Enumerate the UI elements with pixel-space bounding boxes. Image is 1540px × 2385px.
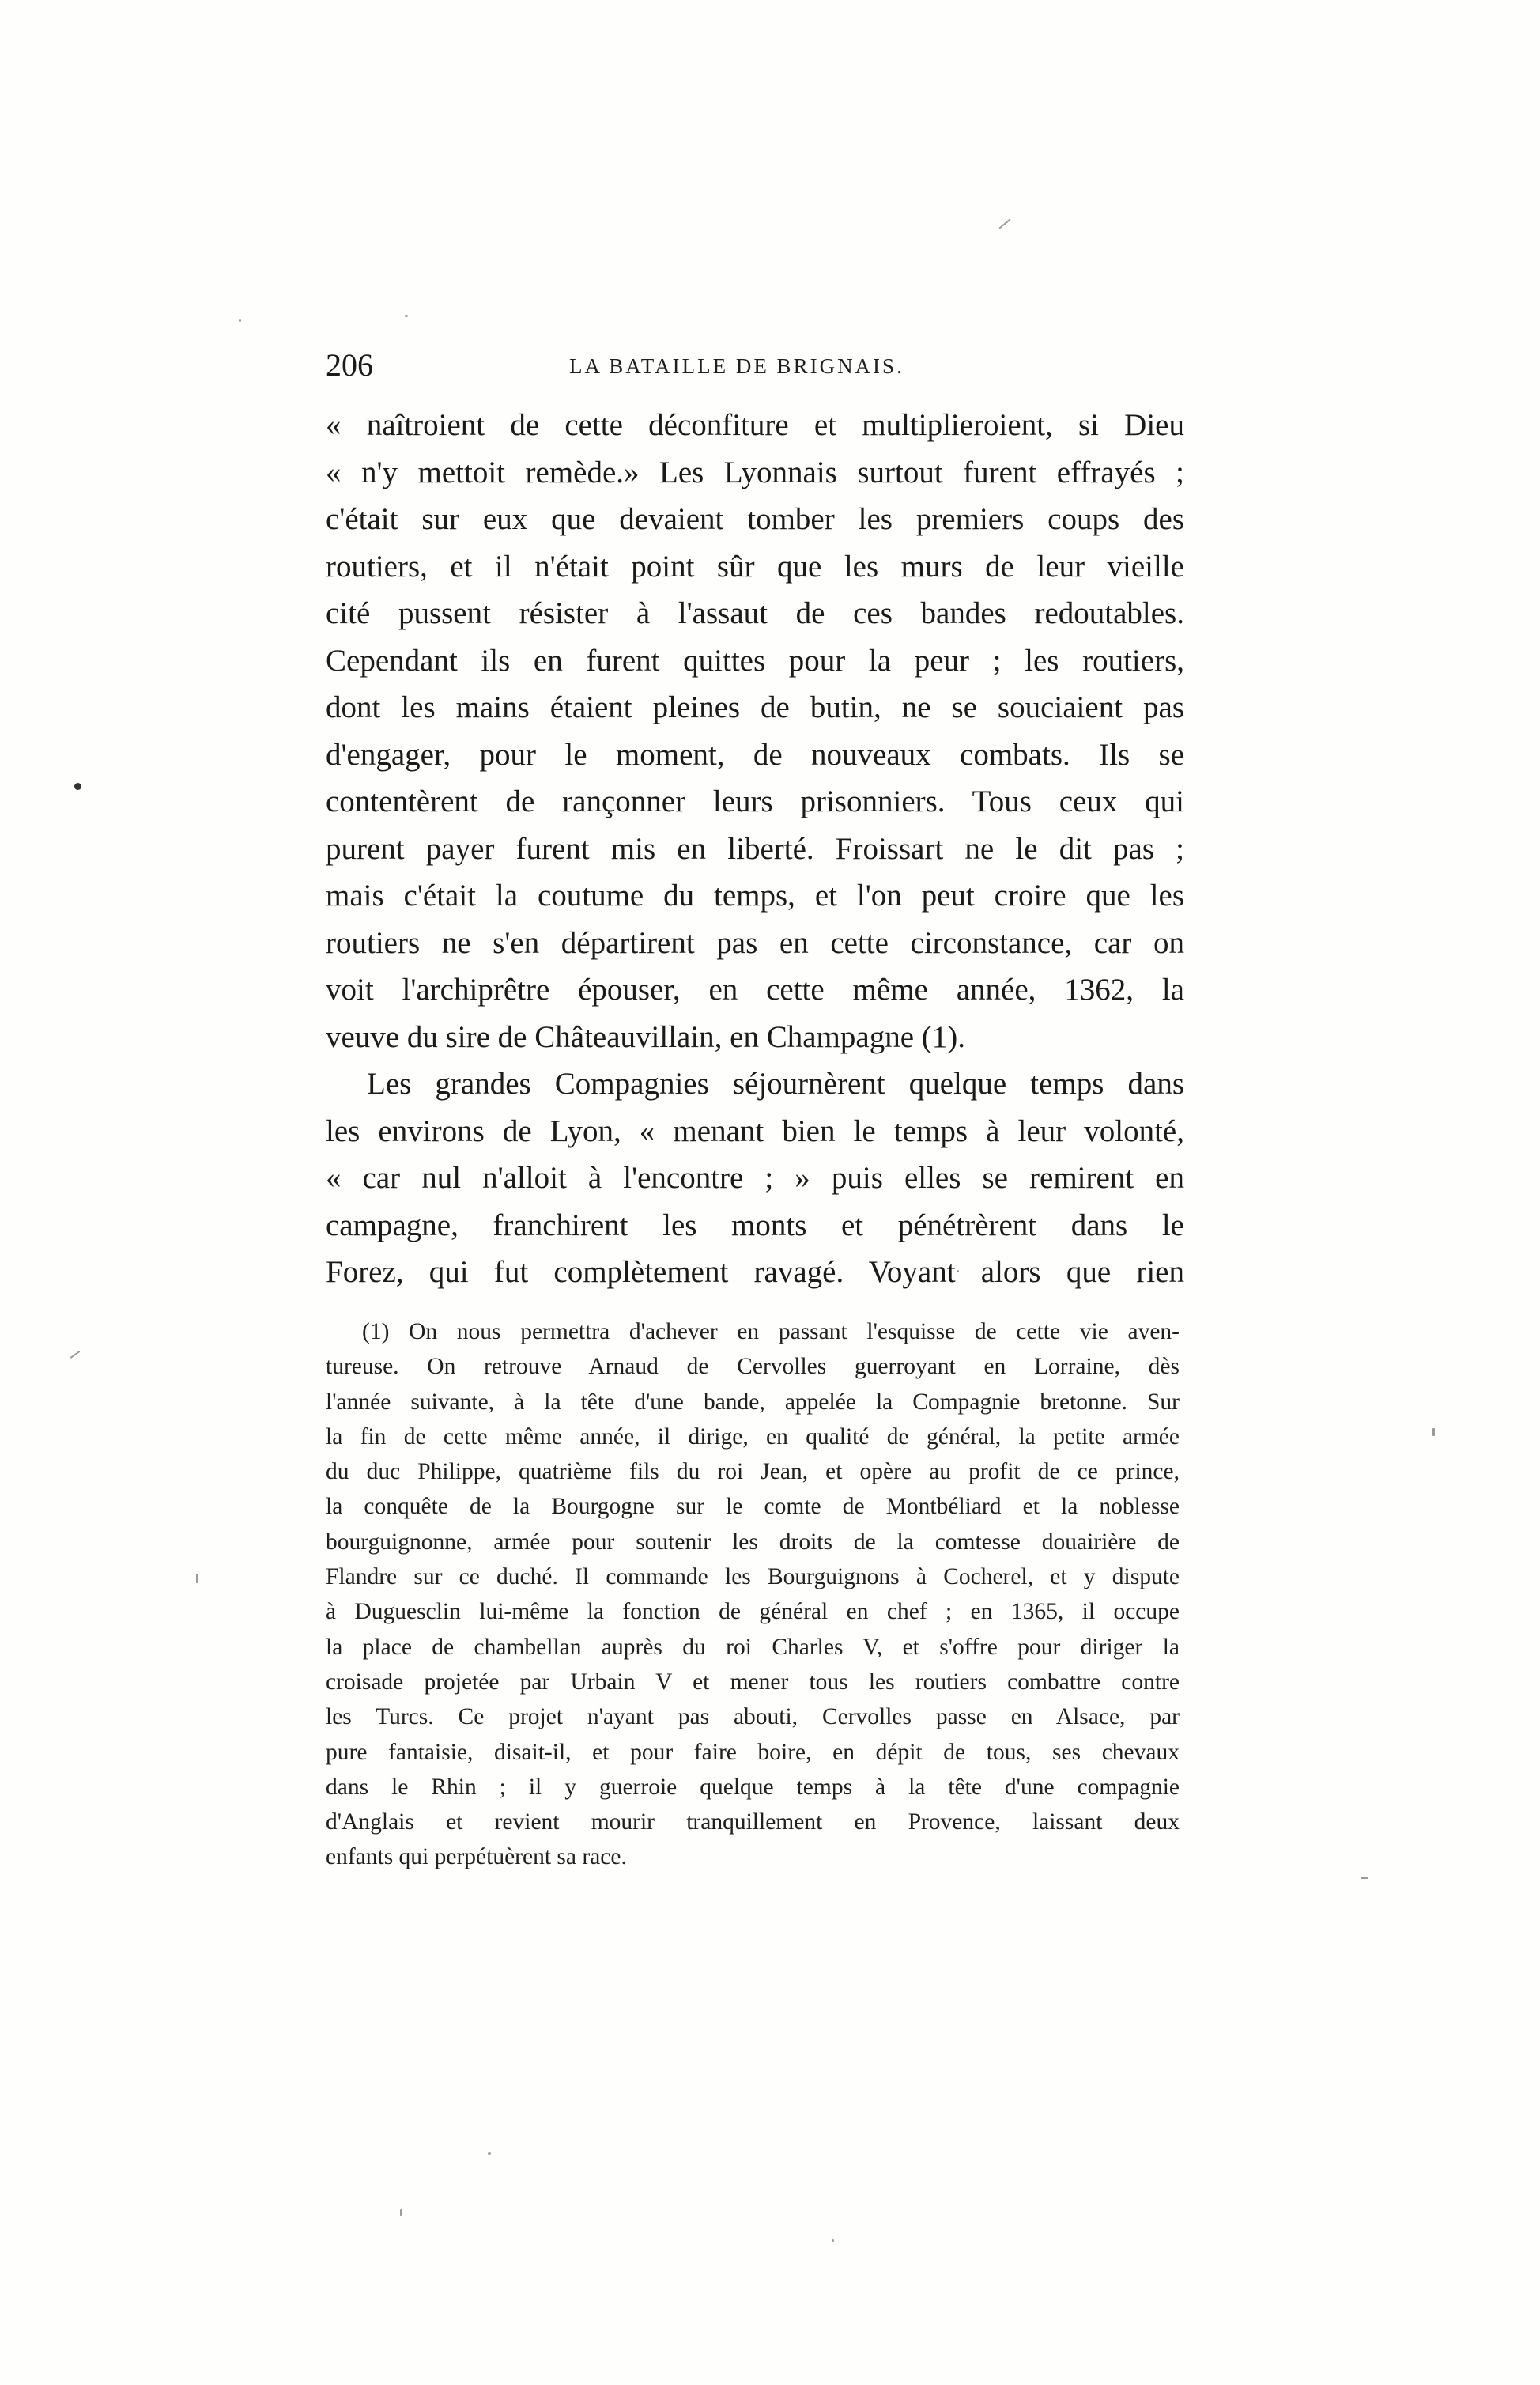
footnote-line: pure fantaisie, disait-il, et pour faire boire, en dépit de tous, ses chevaux (326, 1739, 1180, 1765)
body-line: « naîtroient de cette déconfiture et multiplieroient, si Dieu (326, 408, 1184, 442)
page-header (326, 346, 1180, 391)
footnote-line: tureuse. On retrouve Arnaud de Cervolles guerroyant en Lorraine, dès (326, 1354, 1180, 1380)
body-line: Forez, qui fut complètement ravagé. Voyant alors que rien (326, 1255, 1184, 1289)
footnote-line: la place de chambellan auprès du roi Charles V, et s'offre pour diriger la (326, 1634, 1180, 1660)
footnote-line: dans le Rhin ; il y guerroie quelque temps à la tête d'une compagnie (326, 1774, 1180, 1800)
body-line: veuve du sire de Châteauvillain, en Champagne (1). (326, 1019, 965, 1054)
body-line: Cependant ils en furent quittes pour la peur ; les routiers, (326, 643, 1184, 678)
body-line: routiers, et il n'était point sûr que les murs de leur vieille (326, 549, 1184, 584)
body-line: c'était sur eux que devaient tomber les premiers coups des (326, 502, 1184, 536)
footnote-line: à Duguesclin lui-même la fonction de général en chef ; en 1365, il occupe (326, 1599, 1180, 1625)
body-line: purent payer furent mis en liberté. Froissart ne le dit pas ; (326, 831, 1184, 866)
body-line: routiers ne s'en départirent pas en cette circonstance, car on (326, 925, 1184, 960)
footnote-line: du duc Philippe, quatrième fils du roi Jean, et opère au profit de ce prince, (326, 1459, 1180, 1485)
body-line: « n'y mettoit remède.» Les Lyonnais surtout furent effrayés ; (326, 455, 1184, 489)
body-line: les environs de Lyon, « menant bien le temps à leur volonté, (326, 1113, 1184, 1148)
page-number: 206 (326, 347, 373, 383)
body-line: voit l'archiprêtre épouser, en cette même année, 1362, la (326, 973, 1184, 1007)
footnote-line: (1) On nous permettra d'achever en passant l'esquisse de cette vie aven- (362, 1319, 1180, 1344)
footnote-line: d'Anglais et revient mourir tranquillement en Provence, laissant deux (326, 1809, 1180, 1835)
body-line: campagne, franchirent les monts et pénétrèrent dans le (326, 1208, 1184, 1242)
footnote-line: bourguignonne, armée pour soutenir les droits de la comtesse douairière de (326, 1529, 1180, 1555)
body-line: cité pussent résister à l'assaut de ces bandes redoutables. (326, 596, 1184, 630)
footnote (326, 1314, 1180, 1875)
footnote-line: les Turcs. Ce projet n'ayant pas abouti, Cervolles passe en Alsace, par (326, 1704, 1180, 1730)
body-line: mais c'était la coutume du temps, et l'on peut croire que les (326, 879, 1184, 913)
body-line: d'engager, pour le moment, de nouveaux combats. Ils se (326, 737, 1184, 772)
body-line: dont les mains étaient pleines de butin, ne se souciaient pas (326, 690, 1184, 724)
running-title: LA BATAILLE DE BRIGNAIS. (569, 354, 904, 378)
body-line: Les grandes Compagnies séjournèrent quelque temps dans (367, 1067, 1184, 1101)
footnote-line: croisade projetée par Urbain V et mener tous les routiers combattre contre (326, 1669, 1180, 1695)
footnote-line: Flandre sur ce duché. Il commande les Bourguignons à Cocherel, et y dispute (326, 1564, 1180, 1590)
body-text (326, 402, 1184, 1296)
footnote-line: l'année suivante, à la tête d'une bande, appelée la Compagnie bretonne. Sur (326, 1389, 1180, 1415)
footnote-line: la conquête de la Bourgogne sur le comte de Montbéliard et la noblesse (326, 1494, 1180, 1520)
footnote-line: la fin de cette même année, il dirige, en qualité de général, la petite armée (326, 1423, 1180, 1450)
body-line: « car nul n'alloit à l'encontre ; » puis elles se remirent en (326, 1161, 1184, 1195)
footnote-line: enfants qui perpétuèrent sa race. (326, 1844, 627, 1870)
body-line: contentèrent de rançonner leurs prisonniers. Tous ceux qui (326, 784, 1184, 818)
